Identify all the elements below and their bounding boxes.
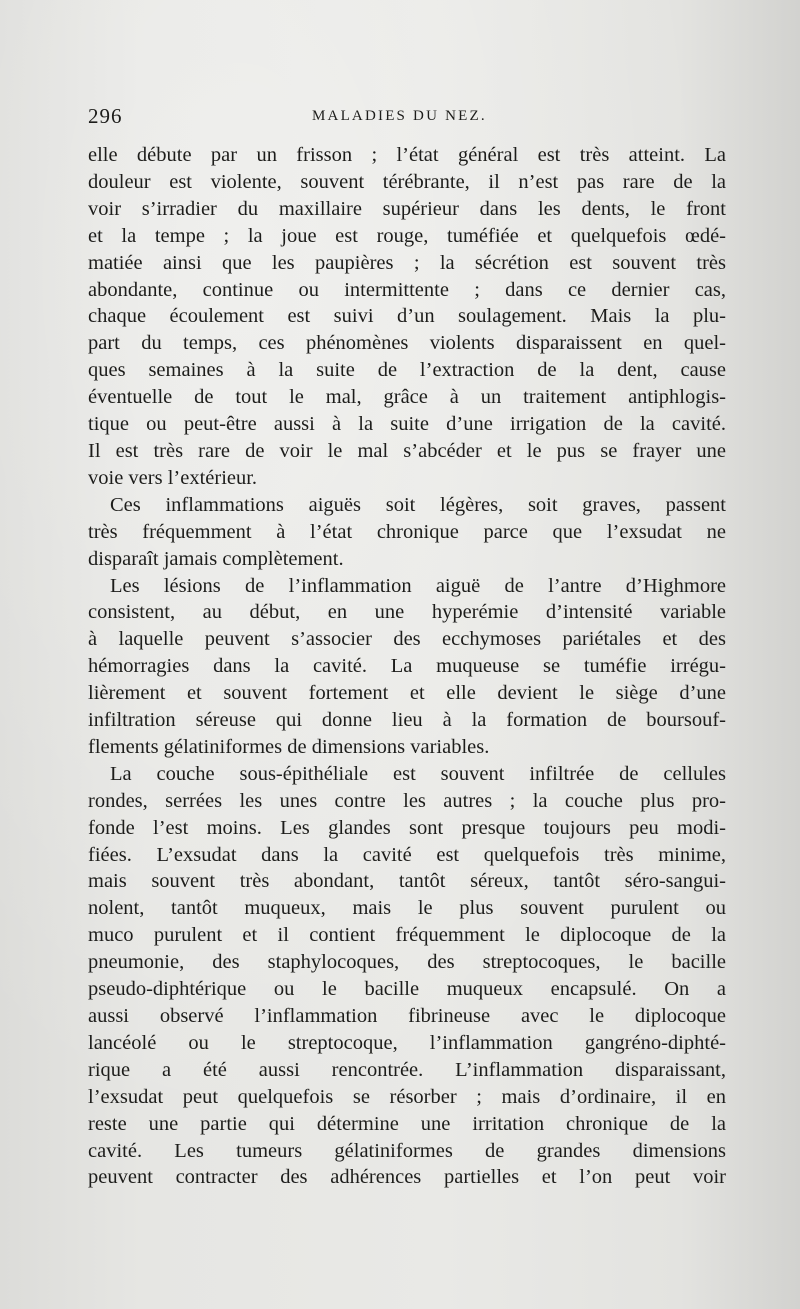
text-line: Il est très rare de voir le mal s’abcéder et le pus se frayer une — [88, 439, 726, 462]
text-line: abondante, continue ou intermittente ; dans ce dernier cas, — [88, 278, 726, 301]
text-line: nolent, tantôt muqueux, mais le plus souvent purulent ou — [88, 897, 726, 920]
text-line: infiltration séreuse qui donne lieu à la formation de boursouf- — [88, 709, 726, 732]
text-line: rique a été aussi rencontrée. L’inflammation disparaissant, — [88, 1058, 726, 1081]
text-line: disparaît jamais complètement. — [88, 547, 344, 570]
text-line: Les lésions de l’inflammation aiguë de l’antre d’Highmore — [110, 574, 726, 597]
paragraph — [88, 492, 726, 573]
text-line: fonde l’est moins. Les glandes sont presque toujours peu modi- — [88, 816, 726, 839]
text-line: à laquelle peuvent s’associer des ecchymoses pariétales et des — [88, 628, 726, 651]
text-line: et la tempe ; la joue est rouge, tuméfiée et quelquefois œdé- — [88, 224, 726, 247]
running-head-title: MALADIES DU NEZ. — [312, 108, 487, 124]
paragraph — [88, 142, 726, 492]
text-line: lièrement et souvent fortement et elle devient le siège d’une — [88, 682, 726, 705]
text-line: lancéolé ou le streptocoque, l’inflammation gangréno-diphté- — [88, 1031, 726, 1054]
text-line: La couche sous-épithéliale est souvent infiltrée de cellules — [110, 762, 726, 785]
text-line: fiées. L’exsudat dans la cavité est quelquefois très minime, — [88, 843, 726, 866]
text-line: aussi observé l’inflammation fibrineuse avec le diplocoque — [88, 1005, 726, 1027]
text-line: pneumonie, des staphylocoques, des streptocoques, le bacille — [88, 951, 726, 974]
text-line: consistent, au début, en une hyperémie d’intensité variable — [88, 601, 726, 624]
text-line: très fréquemment à l’état chronique parce que l’exsudat ne — [88, 520, 726, 543]
page-number: 296 — [88, 104, 123, 128]
text-line: ques semaines à la suite de l’extraction de la dent, cause — [88, 359, 726, 382]
text-line: peuvent contracter des adhérences partielles et l’on peut voir — [88, 1166, 726, 1189]
body-text — [88, 142, 726, 1191]
text-line: reste une partie qui détermine une irritation chronique de la — [88, 1112, 726, 1135]
text-line: Ces inflammations aiguës soit légères, soit graves, passent — [110, 493, 726, 516]
text-line: mais souvent très abondant, tantôt séreux, tantôt séro-sangui- — [88, 870, 726, 893]
text-line: matiée ainsi que les paupières ; la sécrétion est souvent très — [88, 251, 726, 274]
paragraph — [88, 573, 726, 761]
text-line: hémorragies dans la cavité. La muqueuse se tuméfie irrégu- — [88, 655, 726, 678]
text-line: chaque écoulement est suivi d’un soulagement. Mais la plu- — [88, 305, 726, 328]
running-head — [86, 104, 726, 132]
text-line: muco purulent et il contient fréquemment le diplocoque de la — [88, 924, 726, 947]
text-line: rondes, serrées les unes contre les autres ; la couche plus pro- — [88, 789, 726, 812]
paragraph — [88, 761, 726, 1192]
text-line: l’exsudat peut quelquefois se résorber ; mais d’ordinaire, il en — [88, 1085, 726, 1108]
text-line: tique ou peut-être aussi à la suite d’une irrigation de la cavité. — [88, 413, 726, 436]
text-line: voir s’irradier du maxillaire supérieur dans les dents, le front — [88, 197, 726, 220]
text-line: elle débute par un frisson ; l’état général est très atteint. La — [88, 144, 726, 166]
text-line: éventuelle de tout le mal, grâce à un traitement antiphlogis- — [88, 386, 726, 409]
text-line: voie vers l’extérieur. — [88, 466, 258, 489]
text-line: douleur est violente, souvent térébrante, il n’est pas rare de la — [88, 170, 726, 193]
text-line: cavité. Les tumeurs gélatiniformes de grandes dimensions — [88, 1139, 726, 1162]
text-line: flements gélatiniformes de dimensions variables. — [88, 735, 490, 758]
text-line: pseudo-diphtérique ou le bacille muqueux encapsulé. On a — [88, 978, 726, 1001]
text-line: part du temps, ces phénomènes violents disparaissent en quel- — [88, 332, 726, 355]
